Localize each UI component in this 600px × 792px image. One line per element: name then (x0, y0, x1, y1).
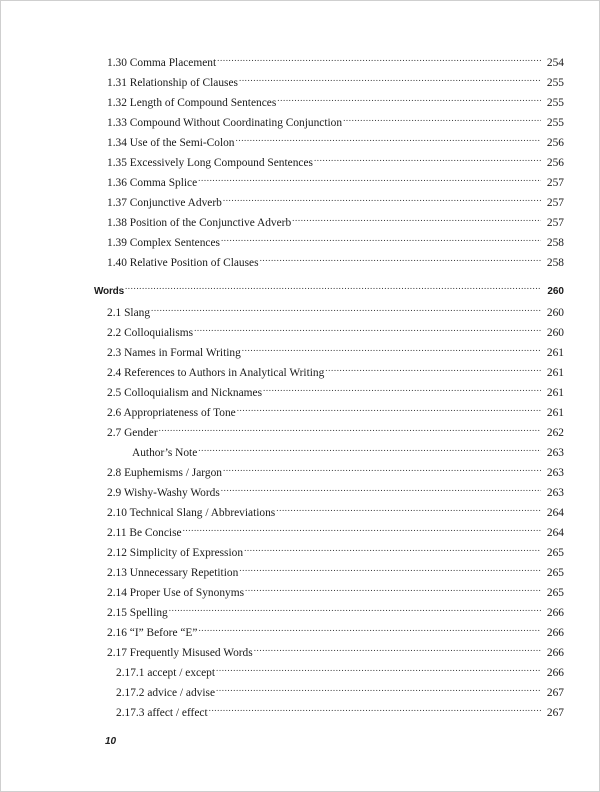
toc-section-heading (94, 278, 564, 297)
dot-leader (260, 250, 541, 266)
dot-leader (245, 580, 541, 596)
dot-leader (325, 360, 541, 376)
toc-entry-label: 2.11 Be Concise (107, 527, 182, 539)
toc-entry-page: 257 (546, 197, 564, 209)
dot-leader (343, 110, 541, 126)
toc-entry-label: 1.33 Compound Without Coordinating Conjunction (107, 117, 343, 129)
dot-leader (198, 170, 541, 186)
toc-entry-label: 1.31 Relationship of Clauses (107, 77, 238, 89)
dot-leader (223, 190, 541, 206)
toc-entry (107, 400, 564, 419)
toc-entry-label: 2.14 Proper Use of Synonyms (107, 587, 244, 599)
toc-entry-page: 260 (546, 327, 564, 339)
toc-entry-label: 2.4 References to Authors in Analytical Writing (107, 367, 325, 379)
toc-entry (107, 540, 564, 559)
toc-entry-label: Author’s Note (132, 447, 198, 459)
toc-entry (107, 500, 564, 519)
toc-entry-page: 264 (546, 507, 564, 519)
toc-entry-label: 2.13 Unnecessary Repetition (107, 567, 239, 579)
toc-entry-label: 1.38 Position of the Conjunctive Adverb (107, 217, 292, 229)
toc-entry-label: 2.12 Simplicity of Expression (107, 547, 244, 559)
toc-entry-page: 255 (546, 77, 564, 89)
toc-entry (107, 460, 564, 479)
toc-entry-page: 261 (546, 387, 564, 399)
toc-entry (116, 660, 564, 679)
dot-leader (125, 278, 541, 294)
toc-entry (107, 480, 564, 499)
toc-entry (107, 520, 564, 539)
toc-entry-label: 2.15 Spelling (107, 607, 168, 619)
toc-entry (116, 700, 564, 719)
dot-leader (242, 340, 541, 356)
toc-entry-label: 2.7 Gender (107, 427, 158, 439)
toc-entry-label: 2.17.2 advice / advise (116, 687, 216, 699)
dot-leader (277, 90, 541, 106)
toc-entry-label: 2.17.3 affect / effect (116, 707, 208, 719)
toc-entry (107, 110, 564, 129)
toc-entry-label: 2.6 Appropriateness of Tone (107, 407, 236, 419)
toc-entry (107, 580, 564, 599)
toc-entry-page: 266 (546, 667, 564, 679)
toc-entry (107, 70, 564, 89)
dot-leader (216, 660, 541, 676)
toc-entry-label: 2.5 Colloquialism and Nicknames (107, 387, 263, 399)
toc-entry-page: 254 (546, 57, 564, 69)
toc-entry-page: 265 (546, 567, 564, 579)
dot-leader (151, 300, 541, 316)
toc-entry-page: 258 (546, 257, 564, 269)
section-title: Words (94, 286, 124, 297)
toc-entry (107, 190, 564, 209)
dot-leader (244, 540, 541, 556)
section-page: 260 (547, 286, 564, 297)
dot-leader (276, 500, 541, 516)
toc-entry-page: 267 (546, 687, 564, 699)
toc-entry (107, 90, 564, 109)
dot-leader (237, 400, 541, 416)
toc-entry (132, 440, 564, 459)
toc-entry (107, 380, 564, 399)
toc-entry (107, 640, 564, 659)
toc-entry-page: 266 (546, 627, 564, 639)
toc-entry-label: 2.1 Slang (107, 307, 151, 319)
dot-leader (254, 640, 541, 656)
toc-entry-page: 255 (546, 117, 564, 129)
toc-entry (107, 210, 564, 229)
dot-leader (217, 50, 541, 66)
toc-entry (107, 360, 564, 379)
toc-entry (107, 560, 564, 579)
dot-leader (236, 130, 542, 146)
toc-entry (107, 170, 564, 189)
toc-entry (107, 340, 564, 359)
toc-entry-label: 2.3 Names in Formal Writing (107, 347, 241, 359)
toc-entry-label: 1.36 Comma Splice (107, 177, 198, 189)
toc-entry-page: 262 (546, 427, 564, 439)
toc-entry-page: 257 (546, 177, 564, 189)
toc-entry-label: 2.9 Wishy-Washy Words (107, 487, 220, 499)
toc-entry-page: 257 (546, 217, 564, 229)
toc-entry-label: 1.32 Length of Compound Sentences (107, 97, 277, 109)
dot-leader (209, 700, 541, 716)
dot-leader (221, 480, 541, 496)
toc-entry-page: 261 (546, 347, 564, 359)
dot-leader (159, 420, 541, 436)
toc-entry-label: 1.35 Excessively Long Compound Sentences (107, 157, 313, 169)
toc-entry-page: 265 (546, 587, 564, 599)
toc-entry-page: 266 (546, 647, 564, 659)
toc-entry-label: 2.17 Frequently Misused Words (107, 647, 253, 659)
dot-leader (194, 320, 541, 336)
toc-entry-page: 255 (546, 97, 564, 109)
toc-entry (107, 230, 564, 249)
page-number: 10 (105, 736, 117, 747)
toc-entry-label: 1.40 Relative Position of Clauses (107, 257, 259, 269)
toc-entry-page: 263 (546, 447, 564, 459)
toc-entry (107, 600, 564, 619)
dot-leader (223, 460, 541, 476)
toc-entry-page: 256 (546, 157, 564, 169)
toc-entry (107, 320, 564, 339)
toc-entry (107, 420, 564, 439)
dot-leader (263, 380, 541, 396)
toc-entry-label: 1.34 Use of the Semi-Colon (107, 137, 235, 149)
dot-leader (198, 440, 541, 456)
dot-leader (239, 560, 541, 576)
toc-entry-label: 2.8 Euphemisms / Jargon (107, 467, 222, 479)
toc-entry (107, 250, 564, 269)
dot-leader (198, 620, 541, 636)
dot-leader (169, 600, 541, 616)
toc-entry-label: 1.30 Comma Placement (107, 57, 217, 69)
toc-entry-page: 263 (546, 487, 564, 499)
toc-entry-label: 2.16 “I” Before “E” (107, 627, 198, 639)
toc-entry-page: 261 (546, 407, 564, 419)
toc-entry (107, 150, 564, 169)
toc-entry-page: 261 (546, 367, 564, 379)
toc-entry-page: 266 (546, 607, 564, 619)
toc-entry-page: 267 (546, 707, 564, 719)
toc-entry-label: 1.37 Conjunctive Adverb (107, 197, 222, 209)
dot-leader (239, 70, 541, 86)
toc-entry-label: 2.17.1 accept / except (116, 667, 215, 679)
toc-entry (107, 130, 564, 149)
toc-entry (107, 620, 564, 639)
toc-entry-label: 2.2 Colloquialisms (107, 327, 194, 339)
dot-leader (183, 520, 541, 536)
dot-leader (221, 230, 541, 246)
toc-entry-page: 264 (546, 527, 564, 539)
dot-leader (292, 210, 541, 226)
toc-entry-label: 1.39 Complex Sentences (107, 237, 220, 249)
toc-entry-label: 2.10 Technical Slang / Abbreviations (107, 507, 276, 519)
toc-entry (107, 50, 564, 69)
toc-entry-page: 256 (546, 137, 564, 149)
dot-leader (216, 680, 541, 696)
dot-leader (314, 150, 541, 166)
toc-entry-page: 260 (546, 307, 564, 319)
toc-entry (116, 680, 564, 699)
toc-entry-page: 263 (546, 467, 564, 479)
toc-entry (107, 300, 564, 319)
toc-entry-page: 258 (546, 237, 564, 249)
toc-entry-page: 265 (546, 547, 564, 559)
